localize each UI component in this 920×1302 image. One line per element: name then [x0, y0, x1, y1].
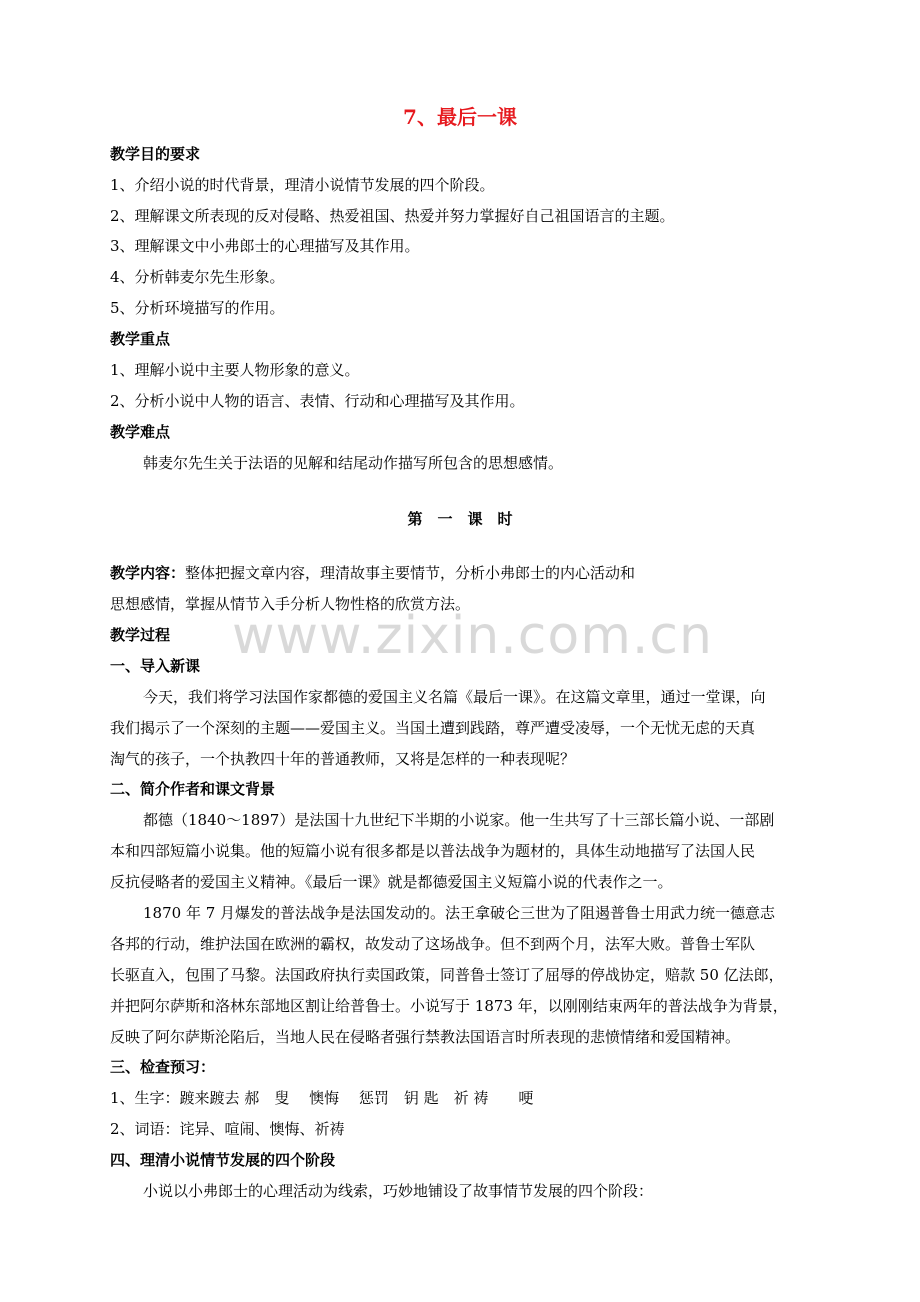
document-title: 7、最后一课 [403, 105, 517, 129]
objective-item: 1、介绍小说的时代背景，理清小说情节发展的四个阶段。 [110, 176, 495, 194]
section-1-line: 我们揭示了一个深刻的主题——爱国主义。当国土遭到践踏，尊严遭受凌辱，一个无忧无虑的天真 [110, 719, 756, 737]
section-3-heading: 三、检查预习： [110, 1058, 216, 1076]
section-2-para2-line: 各邦的行动，维护法国在欧洲的霸权，故发动了这场战争。但不到两个月，法军大败。普鲁士军队 [110, 935, 756, 953]
objective-item: 2、理解课文所表现的反对侵略、热爱祖国、热爱并努力掌握好自己祖国语言的主题。 [110, 207, 675, 225]
key-point-item: 2、分析小说中人物的语言、表情、行动和心理描写及其作用。 [110, 392, 525, 410]
objectives-heading: 教学目的要求 [110, 145, 201, 163]
section-2-para2-line: 1870 年 7 月爆发的普法战争是法国发动的。法王拿破仑三世为了阻遏普鲁士用武力统一德意志 [143, 904, 776, 922]
objective-item: 4、分析韩麦尔先生形象。 [110, 268, 285, 286]
section-2-heading: 二、简介作者和课文背景 [110, 780, 276, 798]
content-label: 教学内容： [110, 564, 186, 582]
section-3-line: 1、生字：踱来踱去 郝 叟 懊悔 惩罚 钥 匙 祈 祷 哽 [110, 1089, 534, 1107]
section-2-para1-line: 都德（1840～1897）是法国十九世纪下半期的小说家。他一生共写了十三部长篇小说、一部剧 [143, 811, 775, 829]
section-2-para2-line: 反映了阿尔萨斯沦陷后，当地人民在侵略者强行禁教法国语言时所表现的悲愤情绪和爱国精神。 [110, 1028, 741, 1046]
section-4-heading: 四、理清小说情节发展的四个阶段 [110, 1151, 336, 1169]
key-points-heading: 教学重点 [110, 330, 171, 348]
objective-item: 5、分析环境描写的作用。 [110, 299, 285, 317]
difficulty-text: 韩麦尔先生关于法语的见解和结尾动作描写所包含的思想感情。 [143, 454, 564, 472]
watermark: www.zixin.com.cn [232, 606, 713, 666]
section-2-para1-line: 本和四部短篇小说集。他的短篇小说有很多都是以普法战争为题材的，具体生动地描写了法国人民 [110, 842, 756, 860]
content-text: 整体把握文章内容，理清故事主要情节，分析小弗郎士的内心活动和 [185, 564, 636, 582]
section-1-line: 淘气的孩子，一个执教四十年的普通教师，又将是怎样的一种表现呢？ [110, 750, 576, 768]
objective-item: 3、理解课文中小弗郎士的心理描写及其作用。 [110, 237, 420, 255]
section-3-line: 2、词语：诧异、喧闹、懊悔、祈祷 [110, 1120, 345, 1138]
lesson-heading: 第 一 课 时 [407, 510, 513, 528]
section-1-heading: 一、导入新课 [110, 657, 201, 675]
section-2-para2-line: 长驱直入，包围了马黎。法国政府执行卖国政策，同普鲁士签订了屈辱的停战协定，赔款 50 亿法郎， [110, 966, 784, 984]
content-line-1 [110, 563, 635, 583]
section-1-line: 今天，我们将学习法国作家都德的爱国主义名篇《最后一课》。在这篇文章里，通过一堂课，向 [143, 688, 766, 706]
content-line-2: 思想感情，掌握从情节入手分析人物性格的欣赏方法。 [110, 595, 471, 613]
process-heading: 教学过程 [110, 626, 171, 644]
key-point-item: 1、理解小说中主要人物形象的意义。 [110, 361, 360, 379]
section-2-para1-line: 反抗侵略者的爱国主义精神。《最后一课》就是都德爱国主义短篇小说的代表作之一。 [110, 873, 673, 891]
difficulty-heading: 教学难点 [110, 423, 171, 441]
section-4-line: 小说以小弗郎士的心理活动为线索，巧妙地铺设了故事情节发展的四个阶段： [143, 1182, 654, 1200]
section-2-para2-line: 并把阿尔萨斯和洛林东部地区割让给普鲁士。小说写于 1873 年，以刚刚结束两年的普法战争为背景， [110, 997, 788, 1015]
